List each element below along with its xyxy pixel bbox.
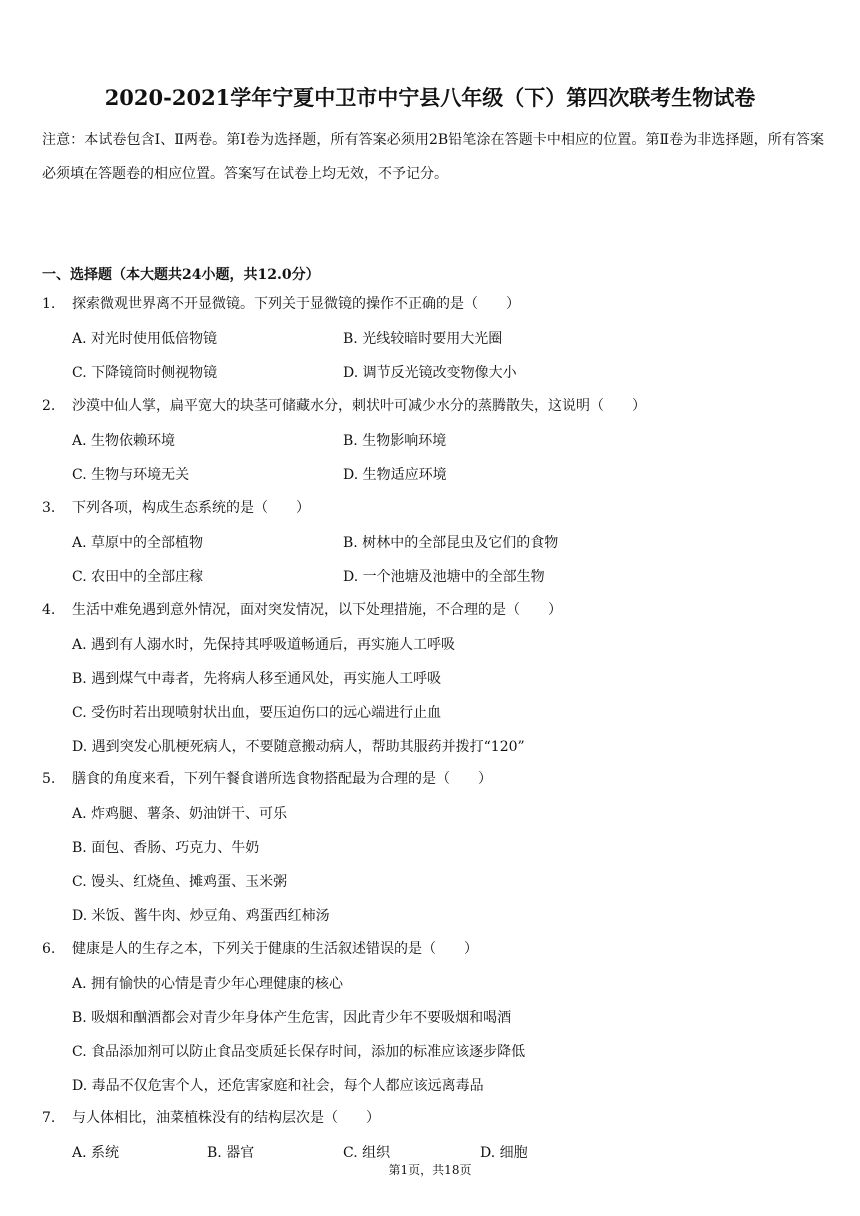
exam-notice: 注意：本试卷包含Ⅰ、Ⅱ两卷。第Ⅰ卷为选择题，所有答案必须用2B铅笔涂在答题卡中相应的位置。第Ⅱ卷为非选择题，所有答案必须填在答题卷的相应位置。答案写在试卷上均无效，不予记分。	[42, 132, 824, 182]
question-stem: 膳食的角度来看，下列午餐食谱所选食物搭配最为合理的是（ ）	[72, 771, 492, 787]
question-number: 4.	[42, 602, 56, 618]
question-stem: 探索微观世界离不开显微镜。下列关于显微镜的操作不正确的是（ ）	[72, 296, 520, 312]
option-c: C. 下降镜筒时侧视物镜	[72, 365, 218, 381]
option-c: C. 农田中的全部庄稼	[72, 569, 204, 585]
option-a: A. 拥有愉快的心情是青少年心理健康的核心	[72, 976, 344, 992]
question-number: 7.	[42, 1110, 56, 1126]
option-d: D. 米饭、酱牛肉、炒豆角、鸡蛋西红柿汤	[72, 908, 330, 924]
question-number: 2.	[42, 398, 56, 414]
option-d: D. 生物适应环境	[343, 467, 447, 483]
option-b: B. 树林中的全部昆虫及它们的食物	[343, 535, 559, 551]
exam-title: 2020-2021学年宁夏中卫市中宁县八年级（下）第四次联考生物试卷	[104, 85, 756, 110]
section-heading: 一、选择题（本大题共24小题，共12.0分）	[42, 267, 320, 283]
option-b: B. 吸烟和酗酒都会对青少年身体产生危害，因此青少年不要吸烟和喝酒	[72, 1010, 512, 1026]
question-number: 6.	[42, 941, 56, 957]
question-stem: 与人体相比，油菜植株没有的结构层次是（ ）	[72, 1110, 380, 1126]
question-number: 5.	[42, 771, 56, 787]
question-stem: 健康是人的生存之本，下列关于健康的生活叙述错误的是（ ）	[72, 941, 478, 957]
option-b: B. 面包、香肠、巧克力、牛奶	[72, 840, 260, 856]
option-d: D. 调节反光镜改变物像大小	[343, 365, 517, 381]
option-c: C. 组织	[343, 1145, 391, 1161]
option-b: B. 器官	[207, 1145, 255, 1161]
option-b: B. 遇到煤气中毒者，先将病人移至通风处，再实施人工呼吸	[72, 671, 442, 687]
option-a: A. 对光时使用低倍物镜	[72, 331, 218, 347]
question-stem: 沙漠中仙人掌，扁平宽大的块茎可储藏水分，刺状叶可减少水分的蒸腾散失，这说明（ ）	[72, 398, 646, 414]
question-number: 1.	[42, 296, 56, 312]
option-a: A. 生物依赖环境	[72, 433, 176, 449]
option-d: D. 一个池塘及池塘中的全部生物	[343, 569, 545, 585]
question-stem: 生活中难免遇到意外情况，面对突发情况，以下处理措施，不合理的是（ ）	[72, 602, 562, 618]
option-a: A. 草原中的全部植物	[72, 535, 204, 551]
option-d: D. 细胞	[480, 1145, 528, 1161]
option-a: A. 系统	[72, 1145, 120, 1161]
question-number: 3.	[42, 500, 56, 516]
option-c: C. 馒头、红烧鱼、摊鸡蛋、玉米粥	[72, 874, 288, 890]
option-d: D. 遇到突发心肌梗死病人，不要随意搬动病人，帮助其服药并拨打“120”	[72, 739, 525, 755]
question-stem: 下列各项，构成生态系统的是（ ）	[72, 500, 310, 516]
option-d: D. 毒品不仅危害个人，还危害家庭和社会，每个人都应该远离毒品	[72, 1078, 484, 1094]
option-c: C. 受伤时若出现喷射状出血，要压迫伤口的远心端进行止血	[72, 705, 442, 721]
option-c: C. 生物与环境无关	[72, 467, 190, 483]
option-b: B. 生物影响环境	[343, 433, 447, 449]
option-c: C. 食品添加剂可以防止食品变质延长保存时间，添加的标准应该逐步降低	[72, 1044, 526, 1060]
option-a: A. 遇到有人溺水时，先保持其呼吸道畅通后，再实施人工呼吸	[72, 637, 456, 653]
option-b: B. 光线较暗时要用大光圈	[343, 331, 503, 347]
option-a: A. 炸鸡腿、薯条、奶油饼干、可乐	[72, 806, 288, 822]
page-footer: 第1页，共18页	[388, 1163, 472, 1177]
